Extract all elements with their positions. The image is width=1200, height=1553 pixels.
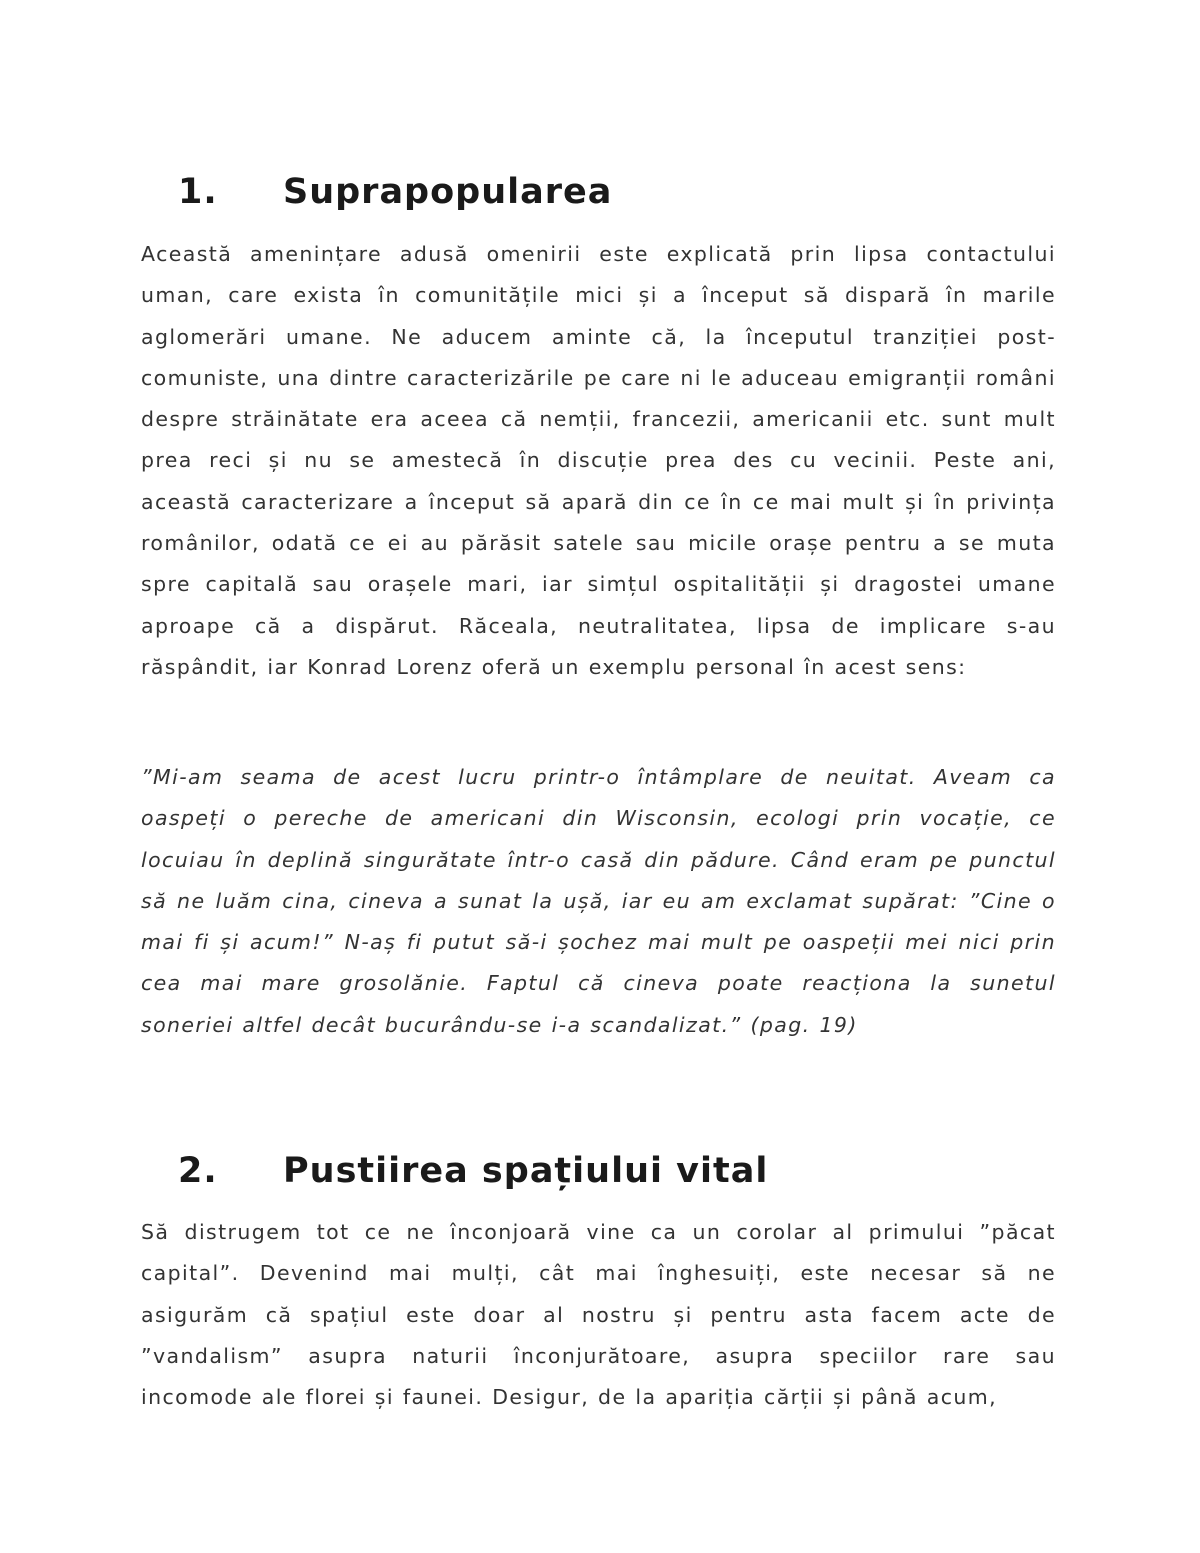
section-2-number: 2. bbox=[178, 1151, 218, 1191]
section-2-title: Pustiirea spațiului vital bbox=[283, 1151, 769, 1191]
section-1-quote: ”Mi-am seama de acest lucru printr-o întâmplare de neuitat. Aveam ca oaspeți o pereche de americani din Wisconsin, ecologi prin vocație, ce locuiau în deplină singurătate într-o casă din pădure. Când eram pe punctul să ne luăm cina, cineva a sunat la ușă, iar eu am exclamat supărat: ”Cine o mai fi și acum!” N-aș fi putut să-i șochez mai mult pe oaspeții mei nici prin cea mai mare grosolănie. Faptul că cineva poate reacționa la sunetul soneriei altfel decât bucurându-se i-a scandalizat.” (pag. 19) bbox=[141, 765, 1056, 1037]
section-2-heading bbox=[178, 1151, 768, 1191]
section-1-paragraph: Această amenințare adusă omenirii este explicată prin lipsa contactului uman, care exista în comunitățile mici și a început să dispară în marile aglomerări umane. Ne aducem aminte că, la începutul tranziției post-comuniste, una dintre caracterizările pe care ni le aduceau emigranții români despre străinătate era aceea că nemții, francezii, americanii etc. sunt mult prea reci și nu se amestecă în discuție prea des cu vecinii. Peste ani, această caracterizare a început să apară din ce în ce mai mult și în privința românilor, odată ce ei au părăsit satele sau micile orașe pentru a se muta spre capitală sau orașele mari, iar simțul ospitalității și dragostei umane aproape că a dispărut. Răceala, neutralitatea, lipsa de implicare s-au răspândit, iar Konrad Lorenz oferă un exemplu personal în acest sens: bbox=[141, 242, 1056, 679]
section-2-paragraph: Să distrugem tot ce ne înconjoară vine ca un corolar al primului ”păcat capital”. Devenind mai mulți, cât mai înghesuiți, este necesar să ne asigurăm că spațiul este doar al nostru și pentru asta facem acte de ”vandalism” asupra naturii înconjurătoare, asupra speciilor rare sau incomode ale florei și faunei. Desigur, de la apariția cărții și până acum, bbox=[141, 1220, 1056, 1410]
section-1-number: 1. bbox=[178, 172, 218, 212]
section-1-title: Suprapopularea bbox=[283, 172, 613, 212]
section-1-heading bbox=[178, 172, 612, 212]
